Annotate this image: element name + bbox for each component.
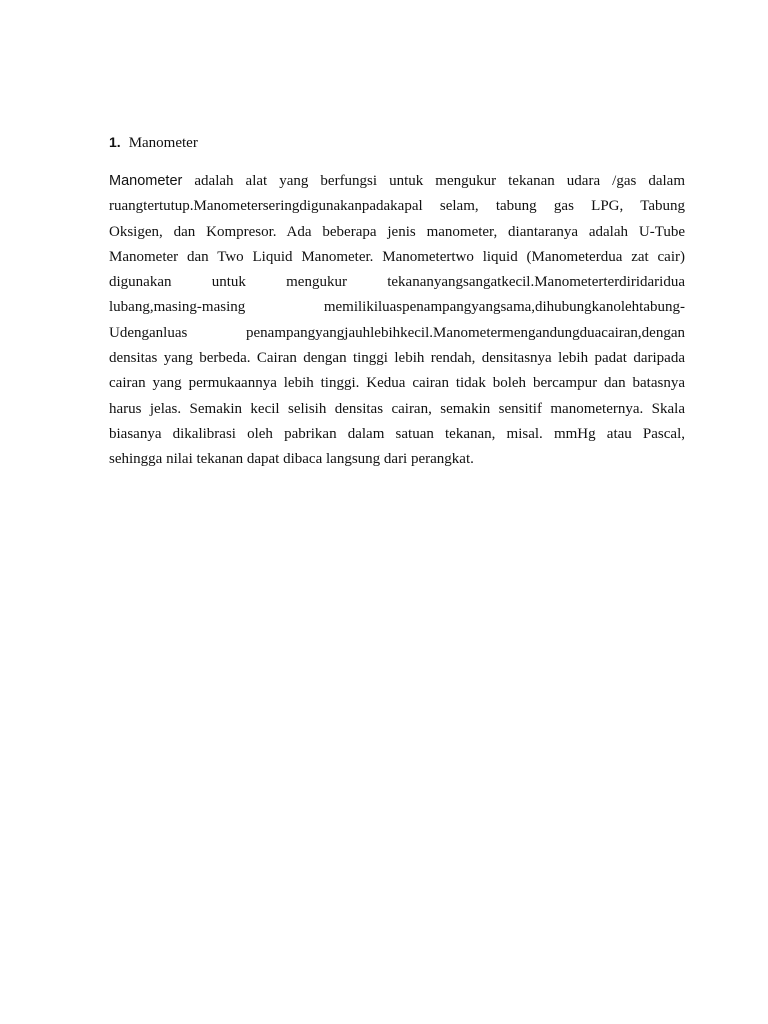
paragraph-line: Oksigen, dan Kompresor. Ada beberapa jenis manometer, diantaranya adalah U-Tube	[109, 223, 685, 240]
body-paragraph	[109, 169, 685, 473]
paragraph-line: digunakan untuk mengukur tekananyangsangatkecil.Manometerterdiridaridua	[109, 274, 685, 291]
paragraph-line: sehingga nilai tekanan dapat dibaca langsung dari perangkat.	[109, 451, 474, 468]
paragraph-line: ruangtertutup.Manometerseringdigunakanpadakapal selam, tabung gas LPG, Tabung	[109, 198, 685, 215]
line-1-rest: adalah alat yang berfungsi untuk mengukur tekanan udara /gas dalam	[182, 173, 685, 189]
section-title: Manometer	[128, 135, 198, 151]
lead-word: Manometer	[109, 173, 183, 189]
paragraph-line: cairan yang permukaannya lebih tinggi. Kedua cairan tidak boleh bercampur dan batasnya	[109, 375, 685, 392]
paragraph-line: Manometer dan Two Liquid Manometer. Manometertwo liquid (Manometerdua zat cair)	[109, 248, 685, 265]
paragraph-line	[109, 169, 685, 194]
paragraph-line: biasanya dikalibrasi oleh pabrikan dalam satuan tekanan, misal. mmHg atau Pascal,	[109, 425, 685, 442]
section-number: 1.	[109, 134, 121, 150]
paragraph-line: Udenganluas penampangyangjauhlebihkecil.Manometermengandungduacairan,dengan	[109, 324, 685, 341]
section-heading	[109, 132, 198, 153]
paragraph-line: densitas yang berbeda. Cairan dengan tinggi lebih rendah, densitasnya lebih padat daripada	[109, 350, 685, 367]
paragraph-line: harus jelas. Semakin kecil selisih densitas cairan, semakin sensitif manometernya. Skala	[109, 400, 685, 417]
paragraph-line: lubang,masing-masing memilikiluaspenampangyangsama,dihubungkanolehtabung-	[109, 299, 685, 316]
